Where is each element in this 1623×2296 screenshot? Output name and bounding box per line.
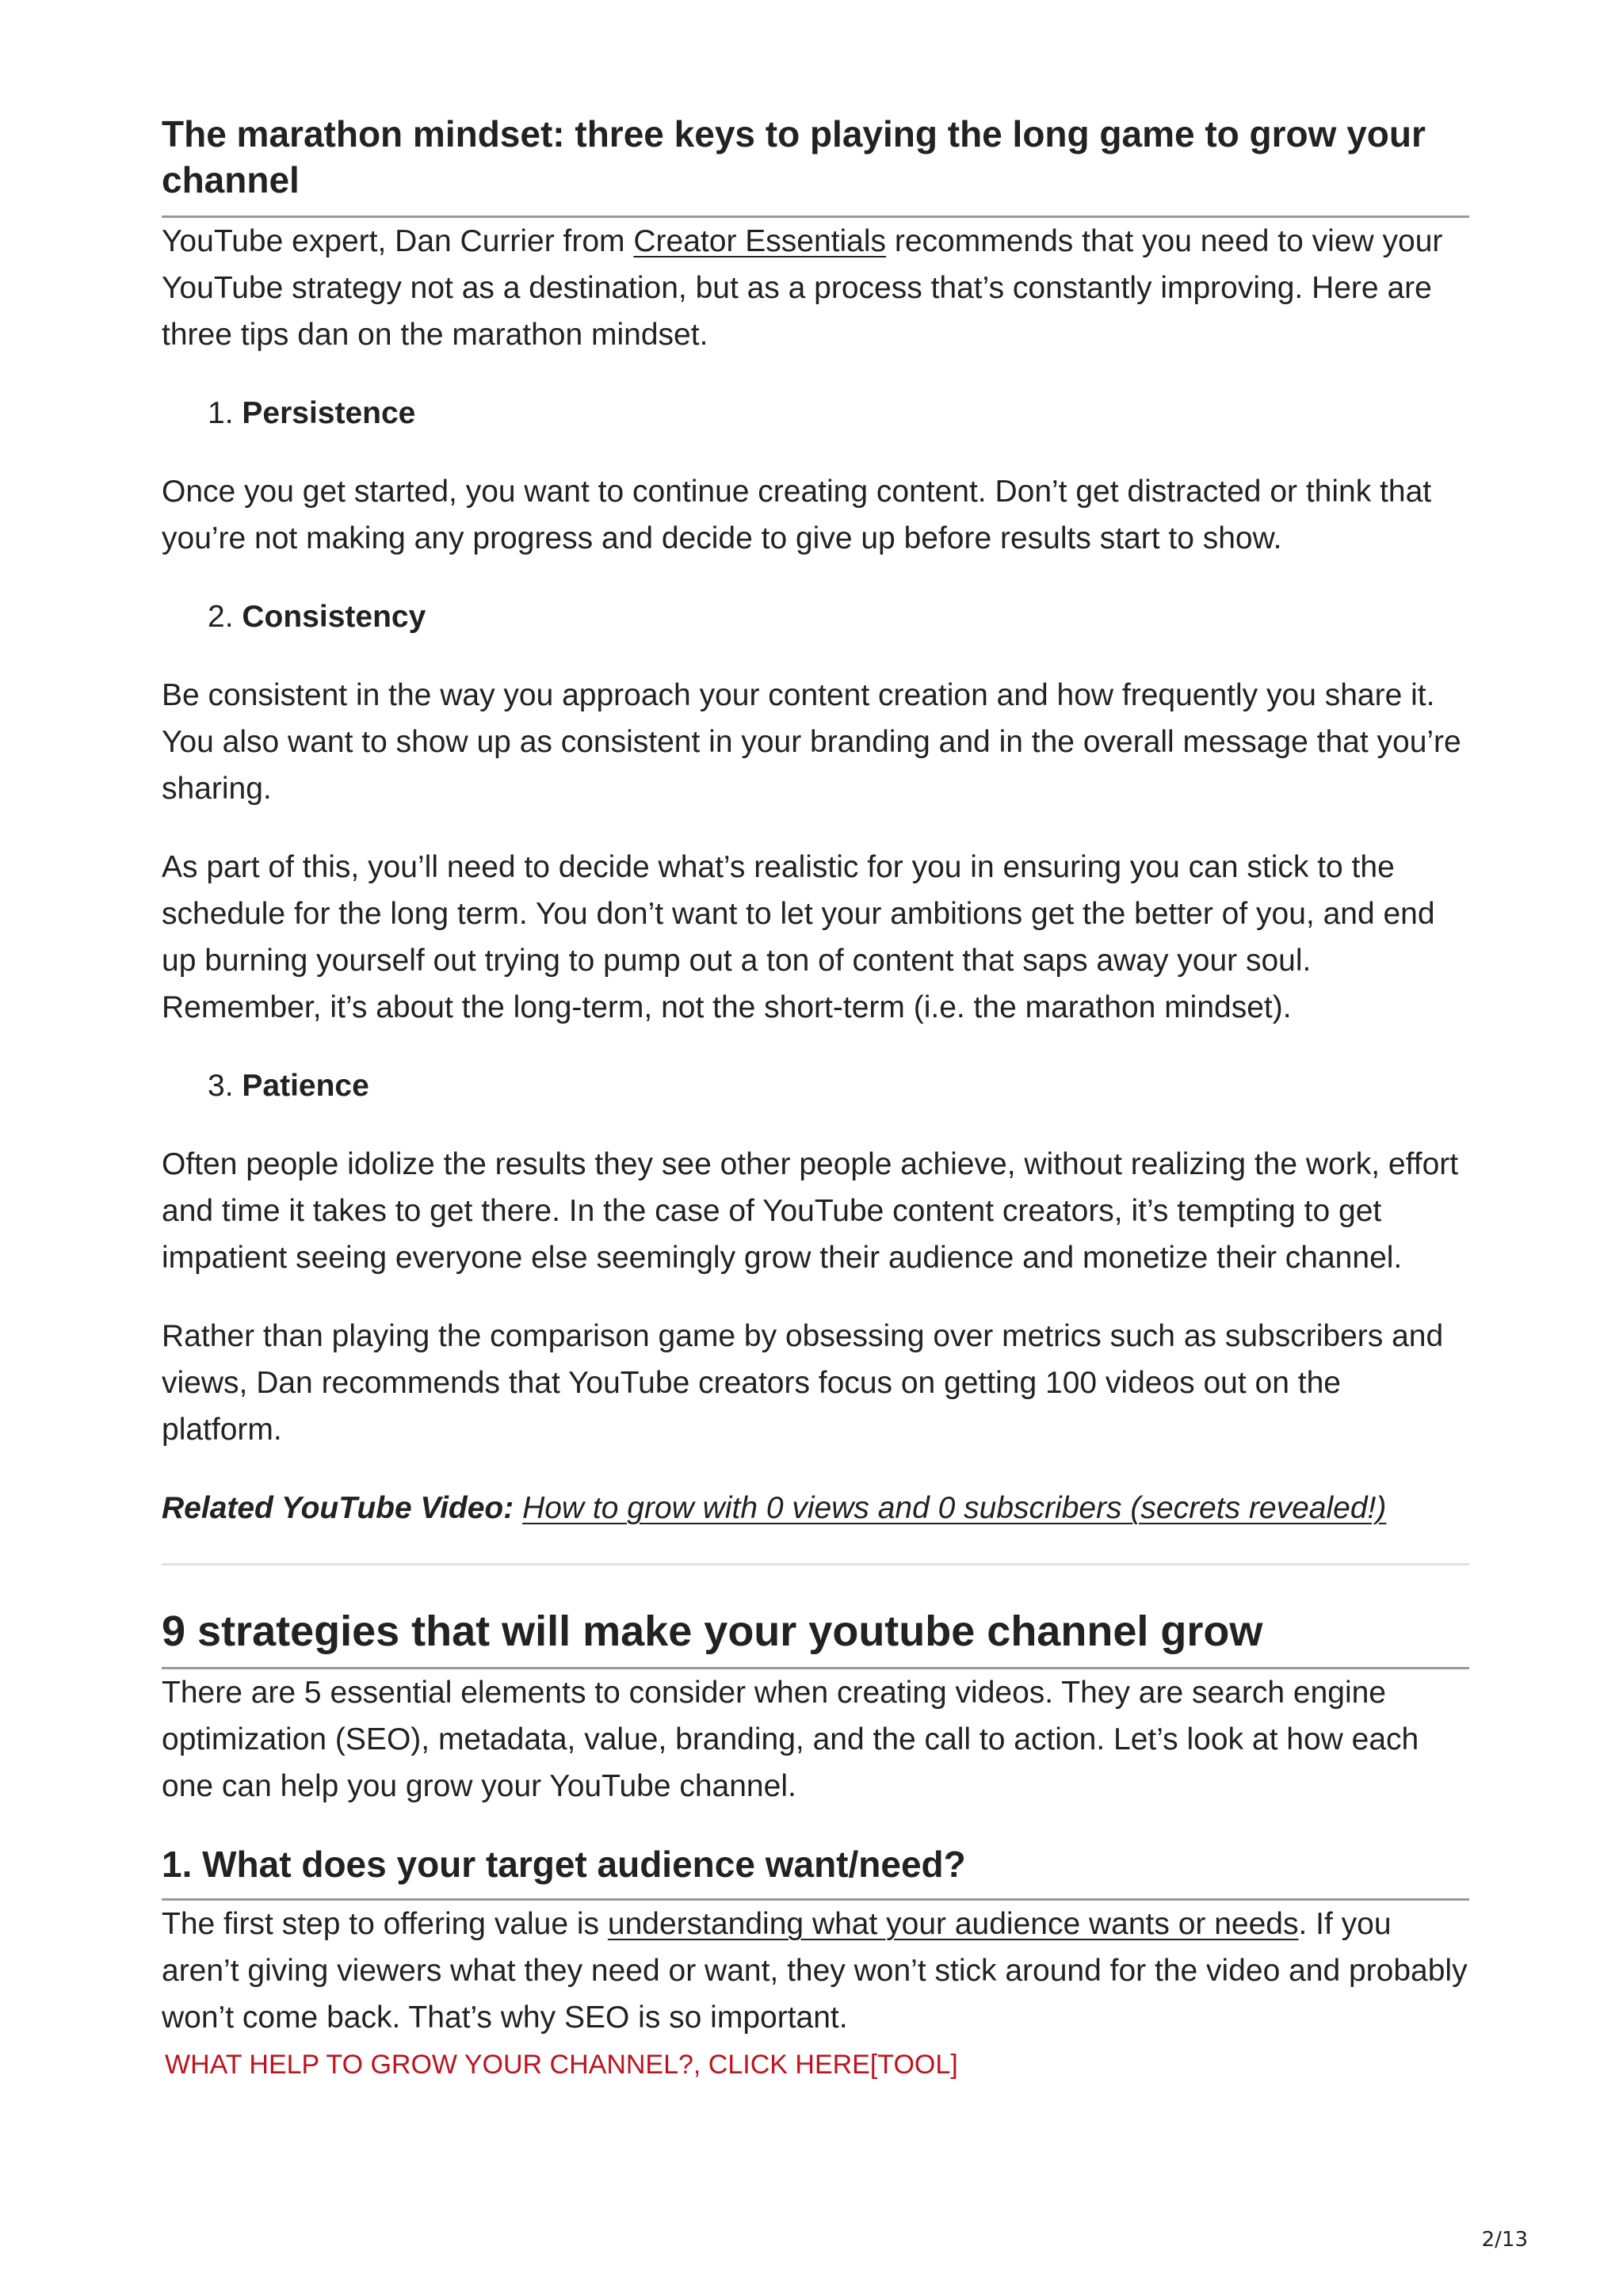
strategies-heading: 9 strategies that will make your youtube channel grow xyxy=(162,1605,1469,1669)
list-number: 3. xyxy=(208,1069,234,1103)
creator-essentials-link[interactable]: Creator Essentials xyxy=(633,224,887,258)
list-title: Consistency xyxy=(242,600,426,634)
patience-paragraph-2: Rather than playing the comparison game by obsessing over metrics such as subscribers and views, Dan recommends that YouTube creators focus on getting 100 videos out on the platform. xyxy=(162,1319,1444,1447)
list-number: 2. xyxy=(208,600,234,634)
list-number: 1. xyxy=(208,396,234,430)
audience-text-after: . If you aren’t giving viewers what they need or want, they won’t stick around for the video and probably won’t come back. That’s why SEO is so important. xyxy=(162,1907,1468,2035)
related-video-label: Related YouTube Video: xyxy=(162,1491,514,1525)
related-video-line xyxy=(162,1485,1469,1531)
target-audience-paragraph xyxy=(162,1901,1469,2041)
page-number: 2/13 xyxy=(1481,2228,1528,2252)
intro-text-after: recommends that you need to view your YouTube strategy not as a destination, but as a process that’s constantly improving. Here are three tips dan on the marathon mindset. xyxy=(162,224,1443,352)
article-content xyxy=(162,111,1469,2082)
target-audience-heading: 1. What does your target audience want/need? xyxy=(162,1841,1469,1901)
marathon-mindset-heading: The marathon mindset: three keys to playing the long game to grow your channel xyxy=(162,111,1469,218)
list-title: Persistence xyxy=(242,396,416,430)
grow-channel-tool-link[interactable]: WHAT HELP TO GROW YOUR CHANNEL?, CLICK HERE[TOOL] xyxy=(165,2050,958,2080)
consistency-paragraph-2: As part of this, you’ll need to decide what’s realistic for you in ensuring you can stick to the schedule for the long term. You don’t want to let your ambitions get the better of you, and end up burning yourself out trying to pump out a ton of content that saps away your soul. Remember, it’s about the long-term, not the short-term (i.e. the marathon mindset). xyxy=(162,850,1435,1024)
list-title: Patience xyxy=(242,1069,369,1103)
list-item-consistency xyxy=(162,593,1469,640)
intro-text-before: YouTube expert, Dan Currier from xyxy=(162,224,634,258)
section-divider xyxy=(162,1563,1469,1566)
list-item-patience xyxy=(162,1062,1469,1109)
related-video-link[interactable]: How to grow with 0 views and 0 subscribers (secrets revealed!) xyxy=(522,1491,1387,1525)
marathon-intro-paragraph xyxy=(162,218,1469,358)
audience-text-before: The first step to offering value is xyxy=(162,1907,608,1941)
list-item-persistence xyxy=(162,390,1469,437)
audience-needs-link[interactable]: understanding what your audience wants or needs xyxy=(607,1907,1299,1941)
strategies-intro-paragraph: There are 5 essential elements to consider when creating videos. They are search engine optimization (SEO), metadata, value, branding, and the call to action. Let’s look at how each one can help you grow your YouTube channel. xyxy=(162,1676,1419,1803)
patience-paragraph-1: Often people idolize the results they see other people achieve, without realizing the work, effort and time it takes to get there. In the case of YouTube content creators, it’s tempting to get impatient seeing everyone else seemingly grow their audience and monetize their channel. xyxy=(162,1147,1459,1275)
persistence-paragraph: Once you get started, you want to continue creating content. Don’t get distracted or think that you’re not making any progress and decide to give up before results start to show. xyxy=(162,475,1432,555)
consistency-paragraph-1: Be consistent in the way you approach your content creation and how frequently you share it. You also want to show up as consistent in your branding and in the overall message that you’re sharing. xyxy=(162,678,1461,806)
